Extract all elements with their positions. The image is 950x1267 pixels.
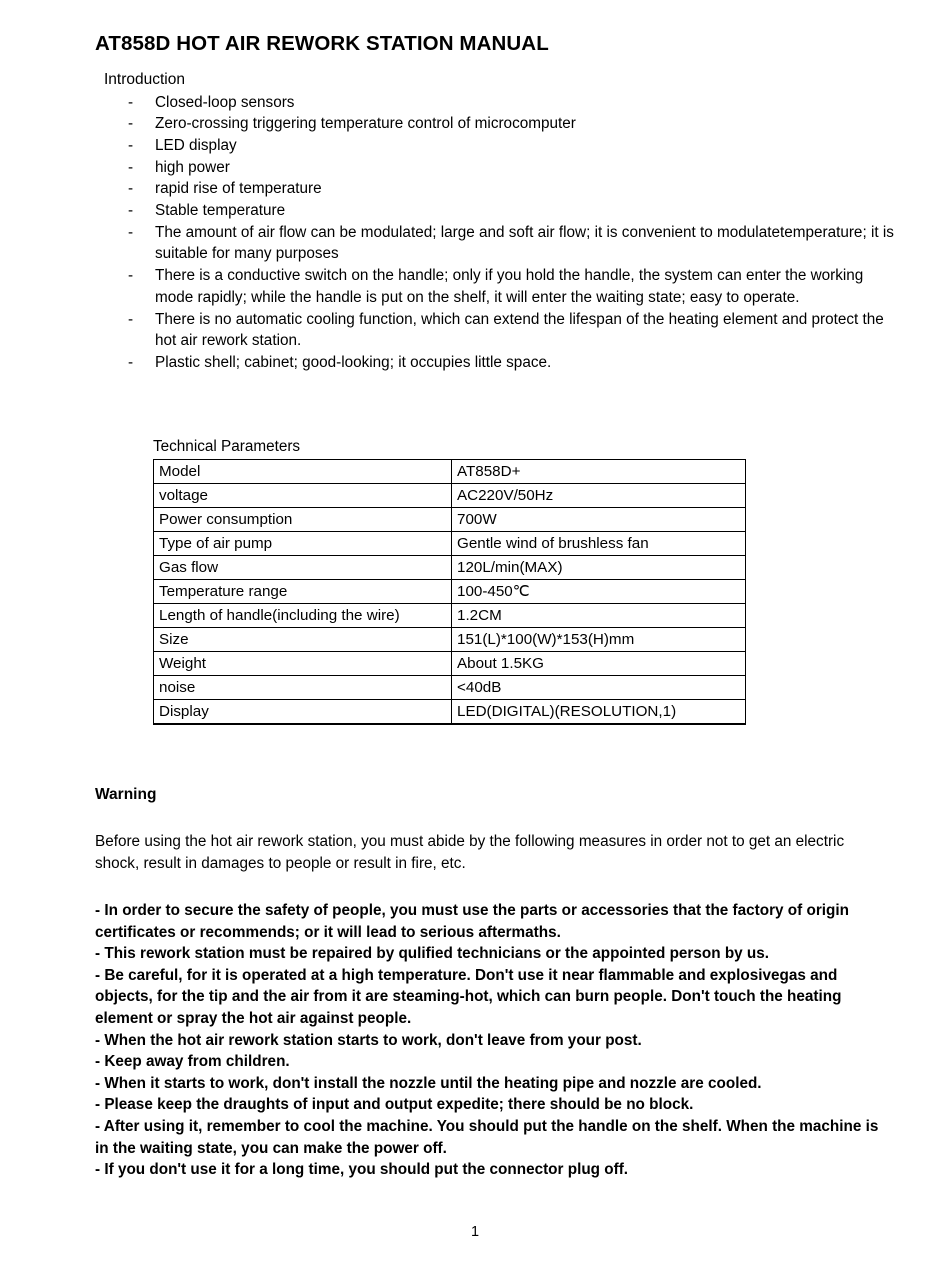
introduction-bullet-item bbox=[104, 92, 894, 114]
table-row bbox=[154, 580, 746, 604]
spec-value-cell: 100-450℃ bbox=[452, 580, 746, 604]
warning-item: - In order to secure the safety of people, you must use the parts or accessories that the factory of origin certificates or recommends; or it will lead to serious aftermaths. bbox=[95, 902, 849, 941]
table-row bbox=[154, 484, 746, 508]
warning-item: - When it starts to work, don't install the nozzle until the heating pipe and nozzle are cooled. bbox=[95, 1074, 762, 1092]
page-number: 1 bbox=[470, 1224, 480, 1240]
introduction-bullet-item bbox=[104, 309, 894, 352]
introduction-bullet-text: The amount of air flow can be modulated; large and soft air flow; it is convenient to modulatetemperature; it is suitable for many purposes bbox=[155, 223, 894, 263]
introduction-bullet-item bbox=[104, 157, 894, 179]
introduction-bullet-text: Closed-loop sensors bbox=[155, 93, 295, 111]
spec-label-cell: Gas flow bbox=[154, 556, 452, 580]
spec-value-cell: About 1.5KG bbox=[452, 652, 746, 676]
spec-value-cell: 151(L)*100(W)*153(H)mm bbox=[452, 628, 746, 652]
introduction-bullet-text: LED display bbox=[155, 136, 237, 154]
spec-value-cell: Gentle wind of brushless fan bbox=[452, 532, 746, 556]
bullet-dash-marker: - bbox=[128, 115, 134, 133]
introduction-bullet-item bbox=[104, 113, 894, 135]
bullet-dash-marker: - bbox=[128, 310, 134, 328]
introduction-heading: Introduction bbox=[104, 71, 185, 88]
spec-label-cell: Size bbox=[154, 628, 452, 652]
bullet-dash-marker: - bbox=[128, 223, 134, 241]
warning-intro-paragraph: Before using the hot air rework station, you must abide by the following measures in order not to get an electric shock, result in damages to people or result in fire, etc. bbox=[95, 833, 845, 872]
spec-label-cell: Length of handle(including the wire) bbox=[154, 604, 452, 628]
table-row bbox=[154, 700, 746, 725]
warning-item: - Please keep the draughts of input and output expedite; there should be no block. bbox=[95, 1096, 694, 1114]
spec-value-cell: 700W bbox=[452, 508, 746, 532]
bullet-dash-marker: - bbox=[128, 158, 134, 176]
spec-label-cell: noise bbox=[154, 676, 452, 700]
warning-item: - Be careful, for it is operated at a high temperature. Don't use it near flammable and explosivegas and objects, for the tip and the air from it are steaming-hot, which can burn people. Don't touch the heating element or spray the hot air against people. bbox=[95, 966, 842, 1027]
table-row bbox=[154, 652, 746, 676]
warning-section bbox=[95, 784, 885, 1181]
introduction-bullet-text: There is a conductive switch on the handle; only if you hold the handle, the system can enter the working mode rapidly; while the handle is put on the shelf, it will enter the waiting state; easy to operate. bbox=[155, 267, 864, 306]
warning-item: - After using it, remember to cool the machine. You should put the handle on the shelf. When the machine is in the waiting state, you can make the power off. bbox=[95, 1117, 879, 1157]
introduction-bullet-item bbox=[104, 200, 894, 222]
table-row bbox=[154, 556, 746, 580]
introduction-bullet-item bbox=[104, 222, 894, 265]
introduction-bullet-text: Zero-crossing triggering temperature control of microcomputer bbox=[155, 115, 576, 133]
warning-item: - This rework station must be repaired by qulified technicians or the appointed person by us. bbox=[95, 945, 770, 963]
table-row bbox=[154, 532, 746, 556]
technical-parameters-caption: Technical Parameters bbox=[153, 438, 301, 455]
introduction-bullet-item bbox=[104, 135, 894, 157]
table-row bbox=[154, 604, 746, 628]
table-row bbox=[154, 508, 746, 532]
spec-label-cell: voltage bbox=[154, 484, 452, 508]
introduction-bullet-text: rapid rise of temperature bbox=[155, 180, 322, 198]
technical-parameters-table-body bbox=[154, 460, 746, 725]
spec-value-cell: <40dB bbox=[452, 676, 746, 700]
spec-value-cell: 120L/min(MAX) bbox=[452, 556, 746, 580]
spec-label-cell: Weight bbox=[154, 652, 452, 676]
spec-value-cell: AT858D+ bbox=[452, 460, 746, 484]
introduction-bullet-item bbox=[104, 178, 894, 200]
warning-item: - Keep away from children. bbox=[95, 1053, 290, 1071]
warning-item: - When the hot air rework station starts to work, don't leave from your post. bbox=[95, 1031, 642, 1049]
introduction-bullet-text: high power bbox=[155, 158, 230, 176]
bullet-dash-marker: - bbox=[128, 136, 134, 154]
introduction-bullet-text: There is no automatic cooling function, which can extend the lifespan of the heating element and protect the hot air rework station. bbox=[155, 310, 884, 350]
introduction-bullet-item bbox=[104, 352, 894, 374]
introduction-bullet-text: Plastic shell; cabinet; good-looking; it occupies little space. bbox=[155, 353, 552, 371]
spec-label-cell: Type of air pump bbox=[154, 532, 452, 556]
spec-value-cell: 1.2CM bbox=[452, 604, 746, 628]
page-title: AT858D HOT AIR REWORK STATION MANUAL bbox=[95, 31, 549, 55]
bullet-dash-marker: - bbox=[128, 93, 134, 111]
introduction-section bbox=[104, 69, 894, 374]
spec-label-cell: Temperature range bbox=[154, 580, 452, 604]
table-row bbox=[154, 460, 746, 484]
introduction-feature-list bbox=[104, 92, 894, 374]
bullet-dash-marker: - bbox=[128, 202, 134, 220]
introduction-bullet-text: Stable temperature bbox=[155, 202, 286, 220]
technical-parameters-section bbox=[153, 437, 733, 725]
warning-item: - If you don't use it for a long time, you should put the connector plug off. bbox=[95, 1161, 629, 1179]
spec-value-cell: LED(DIGITAL)(RESOLUTION,1) bbox=[452, 700, 746, 725]
warning-heading: Warning bbox=[95, 786, 157, 803]
technical-parameters-table bbox=[153, 459, 746, 725]
bullet-dash-marker: - bbox=[128, 267, 134, 285]
spec-label-cell: Model bbox=[154, 460, 452, 484]
spec-label-cell: Power consumption bbox=[154, 508, 452, 532]
table-row bbox=[154, 628, 746, 652]
bullet-dash-marker: - bbox=[128, 353, 134, 371]
warning-item-list bbox=[95, 900, 885, 1181]
bullet-dash-marker: - bbox=[128, 180, 134, 198]
spec-value-cell: AC220V/50Hz bbox=[452, 484, 746, 508]
spec-label-cell: Display bbox=[154, 700, 452, 725]
introduction-bullet-item bbox=[104, 265, 894, 308]
table-row bbox=[154, 676, 746, 700]
